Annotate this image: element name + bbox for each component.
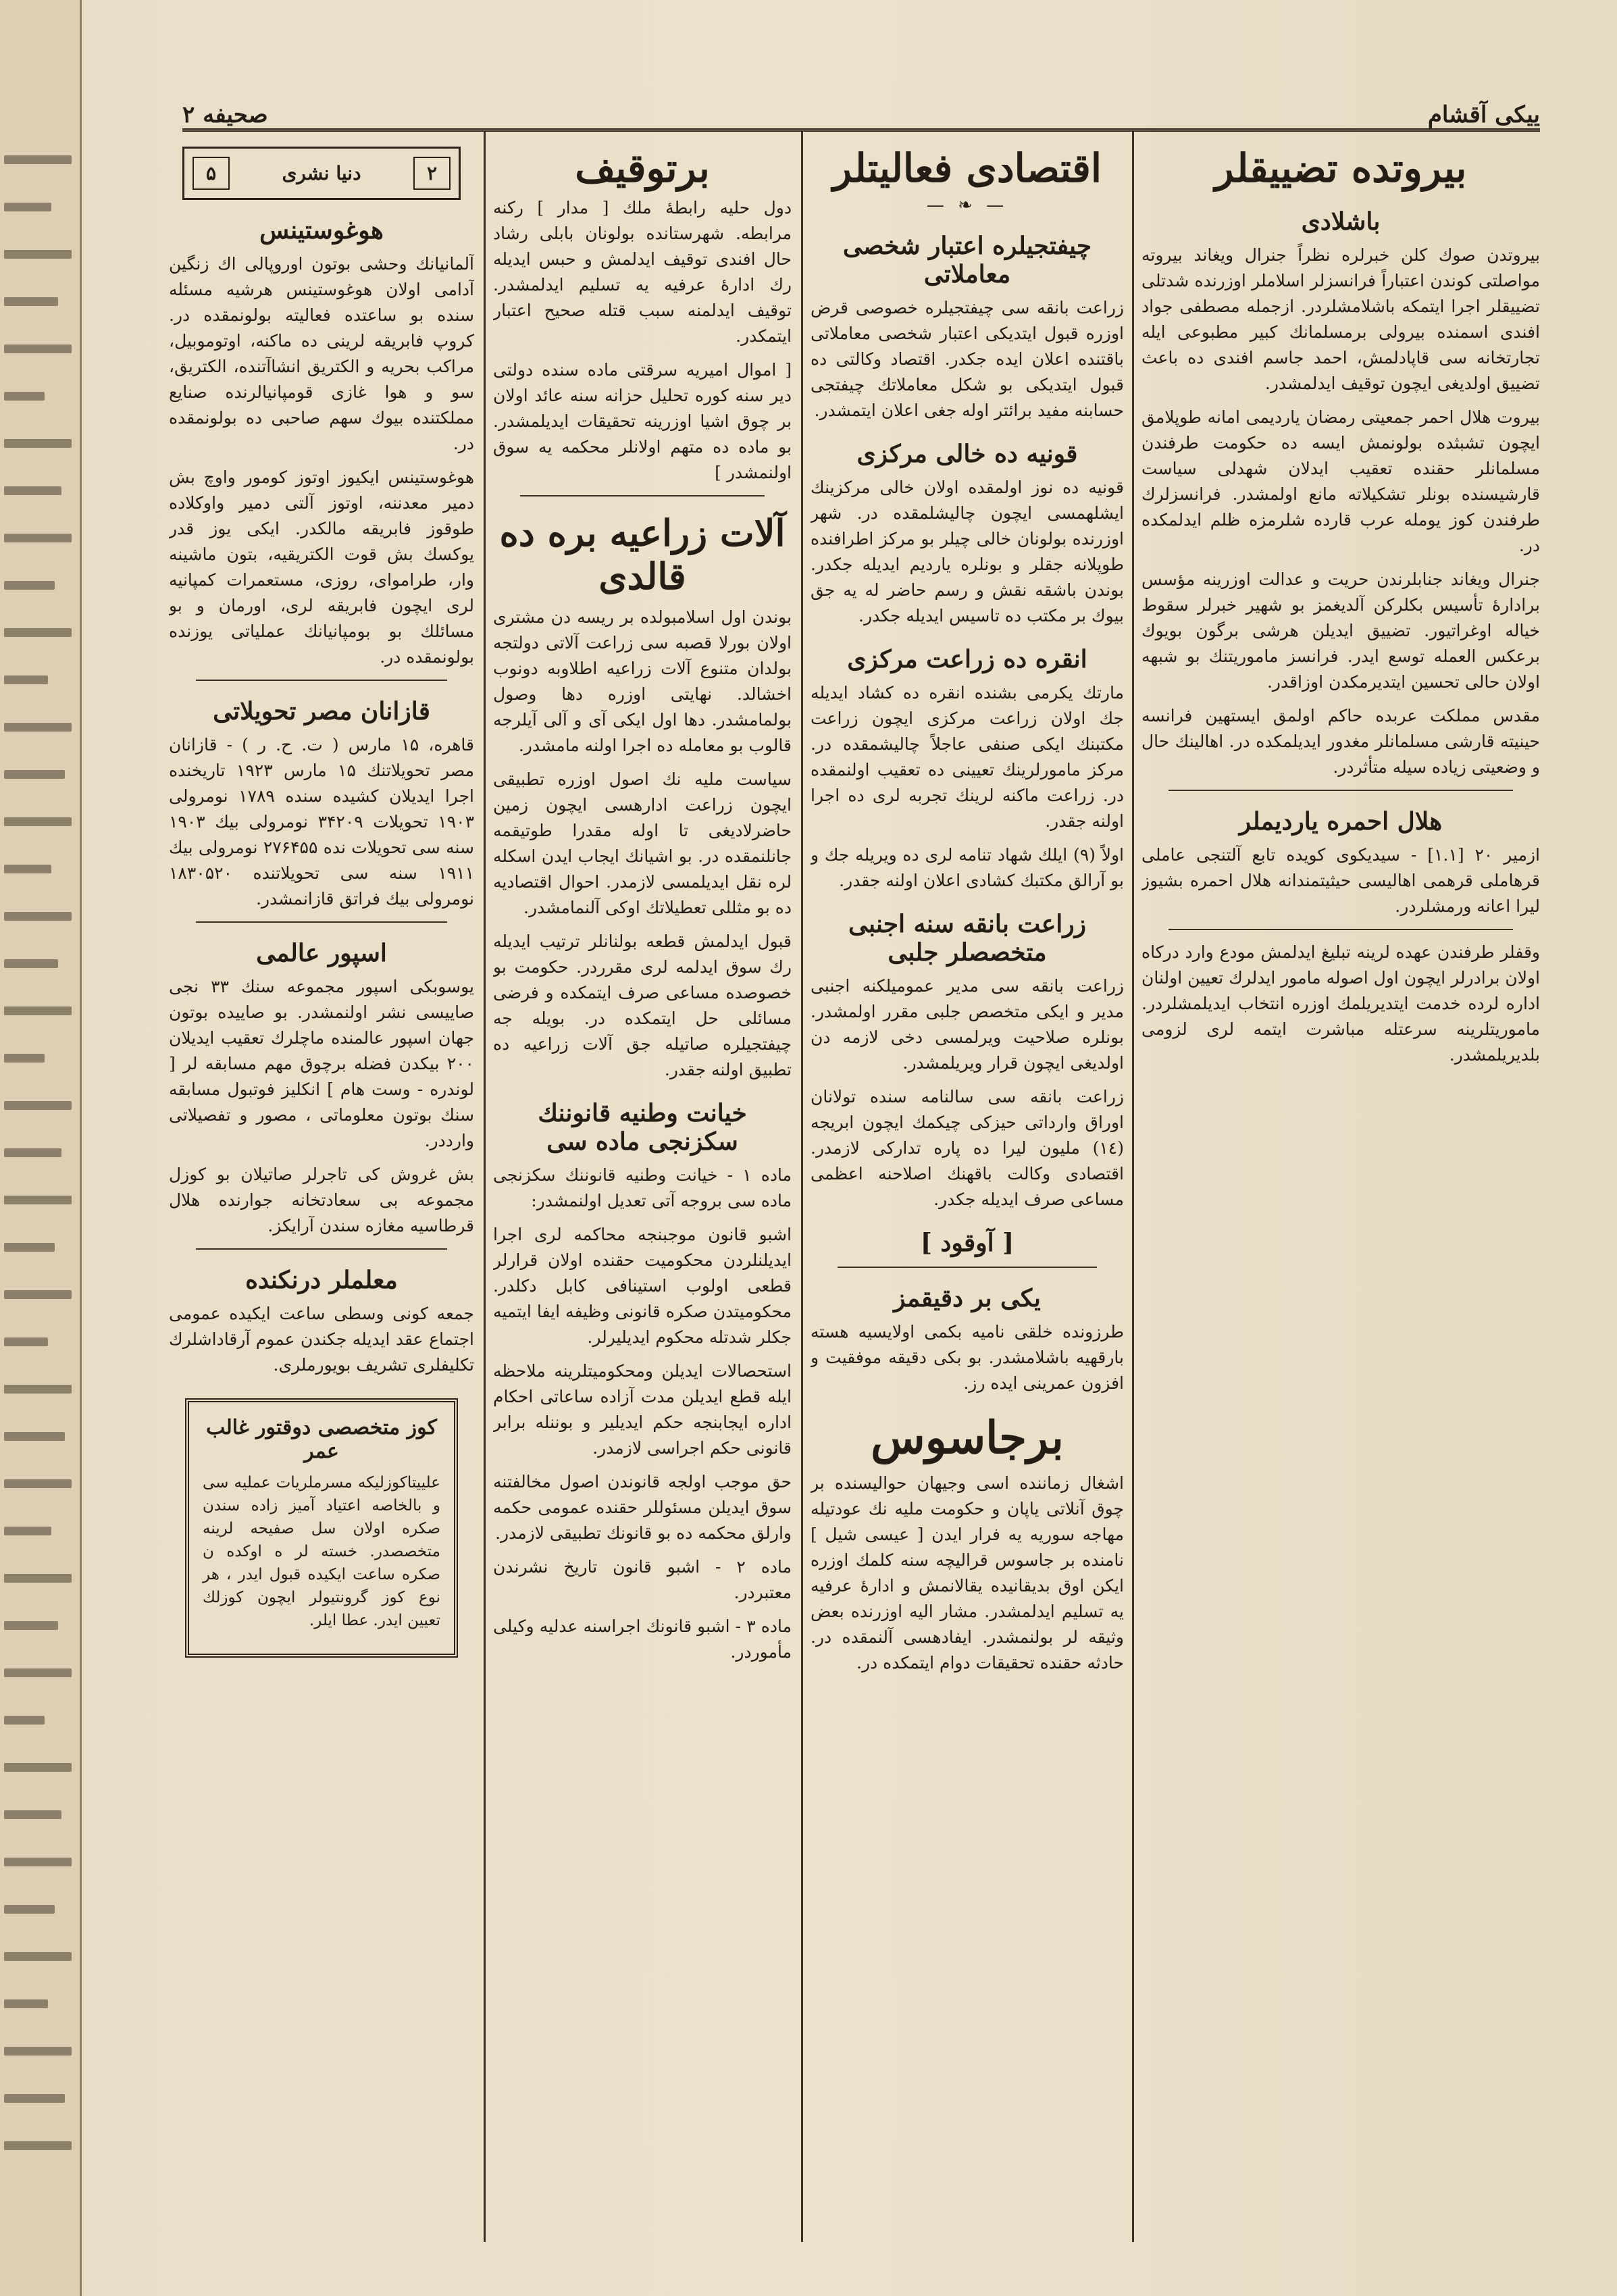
article-paragraph: ازمیر ۲۰ [١.١] - سیدیكوی كویده تابع آلتنجی عاملی قرهاملی قرهمی اهالیسی حیثیتمندانه هلال احمره بشیوز لیرا اعانه ورمشلردر.	[1141, 845, 1540, 916]
divider	[1169, 790, 1513, 791]
divider	[1169, 929, 1513, 930]
prev-page-text	[4, 1054, 45, 1063]
prev-page-text	[4, 2047, 72, 2056]
article-paragraph: مارتك یكرمی بشنده انقره ده كشاد ایدیله جك اولان زراعت مركزی ایچون زراعت مكتبنك ایكی صنفی عاجلاً چالیشمقده در. مركز مامورلرینك تعیینی ده تعقیب اولنمقده در. زراعت ماكنه لرینك تجربه لری ده اجرا اولنه جقدر.	[811, 683, 1124, 831]
article-paragraph: زراعت بانقه سی مدیر عمومیلكنه اجنبی مدیر و ایكی متخصص جلبی مقرر اولمشدر. بونلره صلاحیت ویرلمسی دخی لازمه دن اولدیغی ایچون قرار ویریلمشدر.	[811, 976, 1124, 1073]
ornament-divider: — ❧ —	[926, 195, 1008, 215]
prev-page-text	[4, 581, 55, 590]
article-paragraph: قاهره، ۱۵ مارس ( ت. ح. ر ) - قازانان مصر تحویلاتنك ۱۵ مارس ۱۹۲۳ تاریخنده اجرا ایدیلان كشیده سنده ۱۷۸۹ نومرولی ۱۹۰۳ تحویلات ۳۴۲۰۹ نومرولی بیك ۱۹۰۳ سنه سی تحویلات نده ۲۷۶۴۵۵ نومرولی بیك ۱۹۱۱ سنه سی تحویلاتنده ۱۸۳۰۵۲۰ نومرولی بیك فراتق قازانمشدر.	[169, 735, 474, 909]
article-paragraph: [ اموال امیریه سرقتی ماده سنده دولتی دیر سنه كوره تحلیل حزانه سنه عائد اولان بر چوق اشیا اوزرینه تحقیقات ایدیلمشدر. بو ماده ده متهم اولانلر محكمه یه سوق اولنمشدر ]	[493, 360, 792, 482]
article-paragraph: مقدس مملكت عربده حاكم اولمق ایستهین فرانسه حینیته قارشی مسلمانلر مغدور ایدیلمكده در. اهالینك حال و وضعیتی زیاده سیله متأثردر.	[1141, 706, 1540, 777]
prev-page-text	[4, 1763, 72, 1772]
prev-page-text	[4, 1810, 61, 1819]
section-title: هوغوستینس	[259, 216, 384, 245]
prev-page-text	[4, 1148, 61, 1157]
prev-page-text	[4, 2141, 72, 2150]
article-paragraph: زراعت بانقه سی سالنامه سنده تولانان اوراق وارداتی حیزكی چیكمك ایچون ابریجه (١٤) ملیون لیرا ده پاره تداركی لازمدر. اقتصادی وكالت باقهنك اصلاحنه اعظمی مساعی صرف ایدیله جكدر.	[811, 1087, 1124, 1209]
box-label: دنیا نشری	[282, 162, 361, 184]
section-title: اسپور عالمی	[256, 939, 387, 967]
prev-page-text	[4, 1574, 72, 1583]
divider	[838, 1267, 1097, 1268]
prev-page-text	[4, 770, 65, 779]
section-title: معلملر درنكنده	[245, 1266, 398, 1294]
prev-page-text	[4, 865, 51, 873]
prev-page-text	[4, 534, 72, 542]
ad-title: كوز متخصصی دوقتور غالب عمر	[206, 1416, 437, 1463]
box-number-right: ۲	[413, 157, 451, 190]
prev-page-text	[4, 1432, 65, 1441]
prev-page-text	[4, 1337, 48, 1346]
prev-page-text	[4, 912, 72, 921]
prev-page-text	[4, 959, 58, 968]
prev-page-text	[4, 1527, 51, 1535]
article-title-agriculture: آلات زراعیه بره ده قالدی	[499, 511, 786, 598]
article-paragraph: بش غروش كی تاجرلر صاتیلان بو كوزل مجموعه بی سعادتخانه جوارنده هلال قرطاسیه مغازه سندن آرایكز.	[169, 1165, 474, 1235]
divider	[196, 680, 447, 681]
article-subtitle-beirut: باشلادی	[1301, 207, 1381, 236]
section-title: انقره ده زراعت مركزی	[847, 645, 1087, 673]
prev-page-text	[4, 297, 58, 306]
article-paragraph: یوسوبكی اسپور مجموعه سنك ۳۳ نجی صاییسی نشر اولنمشدر. بو صاییده بوتون جهان اسپور عالمنده ماچلرك تعقیب ایدیلان ۲۰۰ بیكدن فضله برچوق مهم مسابقه لر [ لوندره - وست هام ] انكلیز فوتبول مسابقه سنك بوتون معلوماتی ، مصور و تفصیلاتی وارددر.	[169, 977, 474, 1150]
column-economy	[811, 132, 1124, 2242]
article-paragraph: ماده ۲ - اشبو قانون تاریخ نشرندن معتبردر.	[493, 1557, 792, 1602]
prev-page-text	[4, 628, 72, 637]
article-paragraph: وقفلر طرفندن عهده لرینه تبلیغ ایدلمش مودع وارد دركاه اولان برادرلر ایچون اول اصوله مامور ایدلرك تعیین اولنان اداره لرده خدمت ایتدیریلمك اوزره انتخاب ایدیلمشلردر. ماموریتلرینه سرعتله مباشرت ایتمه لری لزومی بلدیریلمشدر.	[1141, 942, 1540, 1065]
column-world-news	[169, 132, 474, 2242]
article-paragraph: ماده ۳ - اشبو قانونك اجراسنه عدلیه وكیلی مأموردر.	[493, 1616, 792, 1662]
article-paragraph: دول حلیه رابطهٔ ملك [ مدار ] ركنه مرابطه. شهرستانده بولونان بابلی رشاد حال افندی توقیف ایدلمش و حبس ایدیله رك ادارهٔ عرفیه یه تسلیم ایدلمشدر. توقیف ایدلمنه سبب قتله صحیح اعتبار ایتمكدر.	[493, 198, 792, 346]
prev-page-text	[4, 486, 61, 495]
prev-page-text	[4, 345, 72, 353]
prev-page-text	[4, 1621, 58, 1630]
article-title-economy: اقتصادی فعالیتلر	[833, 145, 1102, 191]
article-paragraph: قونیه ده نوز اولمقده اولان خالی مركزینك ایشلهمسی ایچون چالیشلمقده در. شهر اوزرنده بولونان خالی چیلر بو مركز اطرافنده طوپلانه جقلر و بونلره یاردیم ایدیله جكدر. بوندن باشقه نقش و رسم حاضر له یه جق بیوك بر مكتب ده تاسیس ایدیله جكدر.	[811, 478, 1124, 626]
prev-page-text	[4, 1006, 72, 1015]
article-paragraph: سیاست ملیه نك اصول اوزره تطبیقی ایچون زراعت ادارهسی ایچون زمین حاضرلادیغی تا اوله مقدرا طوتیقمه جانلنمقده در. بو اشیانك ایجاب ایدن اسكله لره نقل ایدیلمسی لازمدر. احوال اقتصادیه ده بو مثللی تعطیلاتك اوكی آلنمامشدر.	[493, 769, 792, 917]
article-paragraph: هوغوستینس ایكیوز اوتوز كومور واوچ بش دمیر معدننه، اوتوز آلتی دمیر واوكلاده طوقوز فابریقه مالكدر. ایكی یوز قدر یوكسك بش قوت الكتریقیه، بتون ماشینه وار، طرامواى، روزی، مستعمرات كمپانیه لری ایچون فابریقه لری، اورمان و بو مسائلك بو بومپانیانك عملیاتی یوزنده بولونمقده در.	[169, 467, 474, 667]
prev-page-text	[4, 392, 45, 401]
section-title: قازانان مصر تحویلاتی	[213, 697, 430, 725]
prev-page-text	[4, 723, 72, 732]
prev-page-text	[4, 1668, 72, 1677]
section-title: یكی بر دقیقمز	[894, 1284, 1041, 1312]
divider	[520, 495, 765, 496]
article-paragraph: ماده ۱ - خیانت وطنیه قانوننك سكزنجی ماده سی بروجه آتی تعدیل اولنمشدر:	[493, 1165, 792, 1210]
divider	[196, 1248, 447, 1250]
page-number-label: صحیفه ۲	[182, 101, 268, 128]
prev-page-text	[4, 155, 72, 164]
column-arrest	[493, 132, 792, 2242]
prev-page-text	[4, 1479, 72, 1488]
prev-page-text	[4, 1385, 72, 1394]
article-paragraph: جمعه كونی وسطی ساعت ایكیده عمومی اجتماع عقد ایدیله جكندن عموم آرقاداشلرك تكلیفلری تشریف بویورملری.	[169, 1304, 474, 1375]
previous-page-edge	[0, 0, 82, 2296]
divider	[196, 921, 447, 923]
article-title-spy: برجاسوس	[871, 1411, 1064, 1464]
article-paragraph: حق موجب اولجه قانوندن اصول مخالفتنه سوق ایدیلن مسئوللر حقنده عمومی حكمه وارلق محكمه ده بو قانونك تطبیقی لازمدر.	[493, 1472, 792, 1543]
masthead	[182, 101, 1540, 132]
article-paragraph: جنرال ویغاند جنابلرندن حریت و عدالت اوزرینه مؤسس برادارهٔ تأسیس بكلركن آلدیغمز بو شهیر خبرلر سقوط خیاله اوغراتیور. تضییق ایدیلن هرشی برگون بویوك برعكس العمله توسع ایدر. فرانسز ماموریتنك بو شبهه اولان حالی تحسین ایتدیرمكدن اوزاقدر.	[1141, 569, 1540, 692]
prev-page-text	[4, 2094, 65, 2103]
column-rule	[1132, 132, 1134, 2242]
prev-page-text	[4, 250, 72, 259]
article-paragraph: آلمانیانك وحشی بوتون اوروپالی اك زنگین آدامی اولان هوغوستینس هرشیه مسئله سنده بو ساعتده فعالیته بولونمقده در. كروپ فابریقه لرینی ده ماكنه، اوتوموبیل، مراكب بحریه و الكتریق انشاآتنده، الكتریق، سو و هوا غازی قومپانیالرنده صنایع مملكتنده بیوك سهم صاحبی ده بولونمقده در.	[169, 254, 474, 453]
prev-page-text	[4, 1999, 48, 2008]
source-sign: [ آوقود ]	[920, 1229, 1015, 1257]
article-title-beirut: بیروتده تضییقلر	[1214, 145, 1467, 191]
prev-page-text	[4, 439, 72, 448]
prev-page-text	[4, 1905, 55, 1914]
prev-page-text	[4, 1101, 72, 1110]
article-paragraph: زراعت بانقه سی چیفتجیلره خصوصی قرض اوزره قبول ایتدیكی اعتبار شخصی معاملاتی باقتنده اعلان ایده جكدر. اقتصاد وكالتی ده قبول ایتدیكی بو شكل معاملاتك چیفتجی حسابنه مفید برائتر اوله جغی اعلان ایتمشدر.	[811, 298, 1124, 420]
article-title-red-crescent: هلال احمره یاردیملر	[1239, 807, 1443, 836]
box-number-left: ۵	[192, 157, 230, 190]
prev-page-text	[4, 675, 48, 684]
prev-page-text	[4, 1716, 45, 1725]
prev-page-text	[4, 1290, 72, 1299]
world-news-box	[182, 147, 461, 200]
ad-text: علییتاكوزلیكه مسرملریات عملیه سی و بالخاصه اعتیاد آمیز زاده سندن صكره اولان سل صفیحه لرینه متخصصدر. خسته لر ه اوكده ن صكره ساعت ایكیده قبول ایدر ، هر نوع كوز گرونتیولر ایچون كوزلك تعیین ایدر. عطا ایلر.	[203, 1474, 440, 1629]
prev-page-text	[4, 1196, 72, 1204]
paper-name: ییکی آقشام	[1427, 101, 1540, 128]
prev-page-text	[4, 203, 51, 211]
article-paragraph: طرزونده خلقی نامیه بكمی اولایسیه هسته بارقهیه باشلامشدر. بو بكی دقیقه موفقیت و افزون عمرینی ایده رز.	[811, 1322, 1124, 1393]
section-title: زراعت بانقه سنه اجنبی متخصصلر جلبی	[848, 910, 1087, 967]
column-rule	[484, 132, 486, 2242]
prev-page-text	[4, 817, 72, 826]
section-title: قونیه ده خالی مركزی	[856, 440, 1078, 468]
column-beirut	[1141, 132, 1540, 2242]
article-paragraph: بیروت هلال احمر جمعیتی رمضان یاردیمی امانه طوپلامق ایچون تشبثده بولونمش ایسه ده حكومت طرفندن مسلمانلر حقنده تعقیب ایدلان شهدلی سیاست قارشیسنده بونلر تشكیلاته مانع اولمشدر. فرانسزلرك طرفندن كوز یومله عرب قارده شلرمزه ظلم ایدلمكده در.	[1141, 407, 1540, 555]
section-title: چیفتجیلره اعتبار شخصی معاملاتی	[842, 232, 1092, 288]
article-paragraph: اولاً (۹) ایلك شهاد تنامه لری ده ویریله جك و بو آرالق مكتبك كشادی اعلان اولنه جقدر.	[811, 845, 1124, 890]
article-paragraph: استحصالات ایدیلن ومحكومیتلرینه ملاحظه ایله قطع ایدیلن مدت آزاده ساعاتی احكام اداره ایجابنجه حكم ایدیلیر و بوننله برابر قانونی حكم اجراسی لازمدر.	[493, 1361, 792, 1458]
article-paragraph: بوندن اول اسلامبولده بر ریسه دن مشتری اولان بورلا قصبه سی زراعت آلاتی دولتجه بولدان متنوع آلات زراعیه اطلاوبه دونوب اخشالد. نهایتی اوزره دها وصول بولمامشدر. دها اول ایكی آی و آلی آیلرجه قالوب بو معامله ده اجرا اولنه مامشدر.	[493, 607, 792, 755]
prev-page-text	[4, 1952, 72, 1961]
doctor-advertisement	[185, 1398, 458, 1658]
article-paragraph: قبول ایدلمش قطعه بولنانلر ترتیب ایدیله رك سوق ایدلمه لری مقرردر. حكومت بو خصوصده مساعی صرف ایتمكده و فرضی مسائلی حل ایتمكده در. بویله جه چیفتجیلره صاتیله جق آلات زراعیه ده تطبیق اولنه جقدر.	[493, 932, 792, 1079]
article-paragraph: اشبو قانون موجبنجه محاكمه لری اجرا ایدیلنلردن محكومیت حقنده اولان قرارلر قطعی اولوب استینافی كابل دكلدر. محكومیتدن صكره قانونی وظیفه ایفا ایتمیه جكلر شدتله محكوم ایدیلیرلر.	[493, 1225, 792, 1347]
article-paragraph: بیروتدن صوك كلن خبرلره نظراً جنرال ویغاند بیروته مواصلتی كوندن اعتباراً فرانسزلر اسلاملر اوزرنده شدتلی تضییقلر اجرا ایتمكه باشلامشلردر. ازجمله مصطفی جواد افندی اسمنده بیرولی برمسلمانك كبیر مطبوعی ایله تجارتخانه سی قاپادلمش، احمد جاسم افندی ده باعث تضییق اولدیغی ایچون توقیف ایدلمشدر.	[1141, 245, 1540, 393]
prev-page-text	[4, 1858, 72, 1866]
article-title-law: خیانت وطنیه قانوننك سكزنجی ماده سی	[538, 1099, 747, 1156]
article-title-arrest: برتوقیف	[575, 145, 710, 191]
prev-page-text	[4, 1243, 55, 1252]
article-paragraph: اشغال زماننده اسی وجیهان حوالیسنده بر چوق آنلاتی یاپان و حكومت ملیه نك عودتیله مهاجه سوریه یه فرار ایدن [ عیسی شیل ] نامنده بر جاسوس قرالیچه سنه كلمك اوزره ایكن اوق بدیقانیده یقالانمش و ادارهٔ عرفیه یه تسلیم ایدلمشدر. مشار الیه اوزرنده بعض وثیقه لر بولنمشدر. ایفادهسی آلنمقده در. حادثه حقنده تحقیقات دوام ایتمکده در.	[811, 1473, 1124, 1673]
column-rule	[801, 132, 803, 2242]
